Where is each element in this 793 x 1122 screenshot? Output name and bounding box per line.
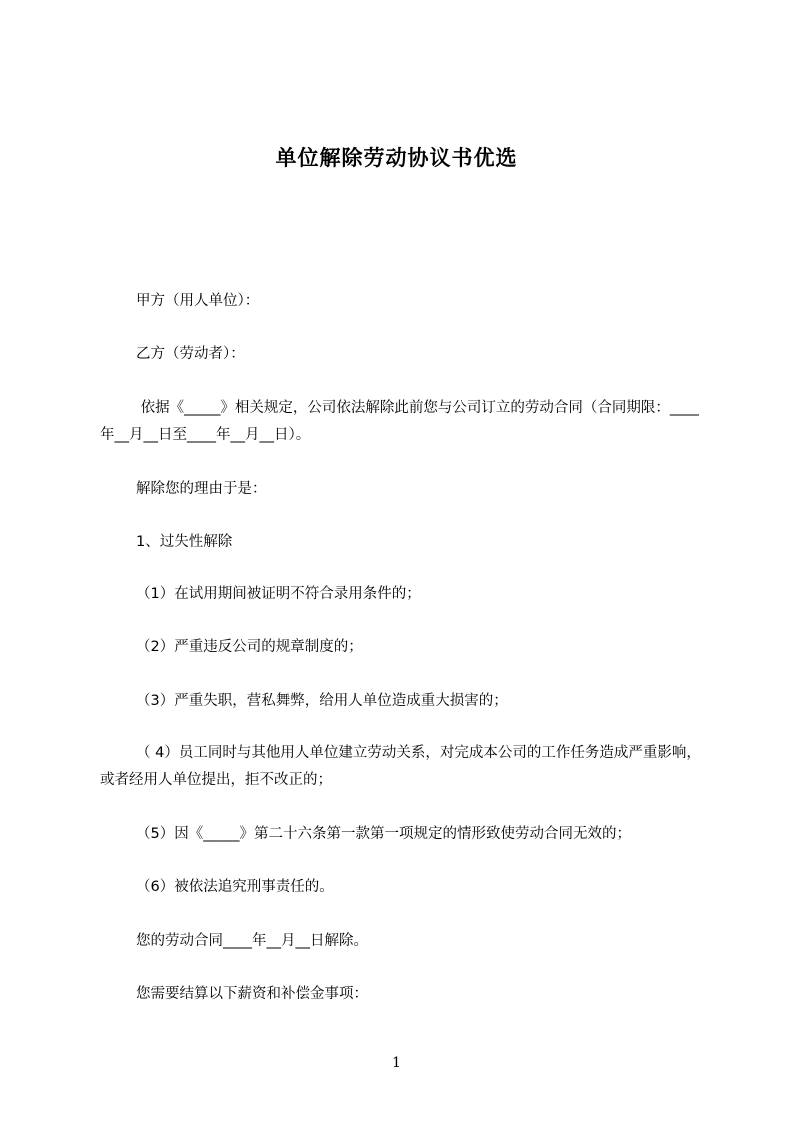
paragraph-party-b: 乙方（劳动者）： xyxy=(136,346,245,362)
paragraph-item-4: （ 4）员工同时与其他用人单位建立劳动关系，对完成本公司的工作任务造成严重影响，或者经用人单位提出，拒不改正的； xyxy=(100,745,701,788)
paragraph-basis: 依据《_____》相关规定，公司依法解除此前您与公司订立的劳动合同（合同期限：____年__月__日至____年__月__日）。 xyxy=(100,400,699,443)
paragraph-settlement: 您需要结算以下薪资和补偿金事项： xyxy=(136,986,368,1002)
paragraph-section-1: 1、过失性解除 xyxy=(136,534,233,550)
paragraph-item-3: （3）严重失职，营私舞弊，给用人单位造成重大损害的； xyxy=(136,693,508,709)
paragraph-reason-intro: 解除您的理由于是： xyxy=(136,481,267,497)
paragraph-item-5: （5）因《_____》第二十六条第一款第一项规定的情形致使劳动合同无效的； xyxy=(136,826,631,842)
paragraph-item-2: （2）严重违反公司的规章制度的； xyxy=(136,639,363,655)
paragraph-item-1: （1）在试用期间被证明不符合录用条件的； xyxy=(136,586,421,602)
paragraph-party-a: 甲方（用人单位）： xyxy=(136,293,260,309)
page-number: 1 xyxy=(392,1055,401,1071)
document-title: 单位解除劳动协议书优选 xyxy=(275,146,518,170)
paragraph-termination-date: 您的劳动合同____年__月__日解除。 xyxy=(136,933,368,949)
paragraph-item-6: （6）被依法追究刑事责任的。 xyxy=(136,879,334,895)
